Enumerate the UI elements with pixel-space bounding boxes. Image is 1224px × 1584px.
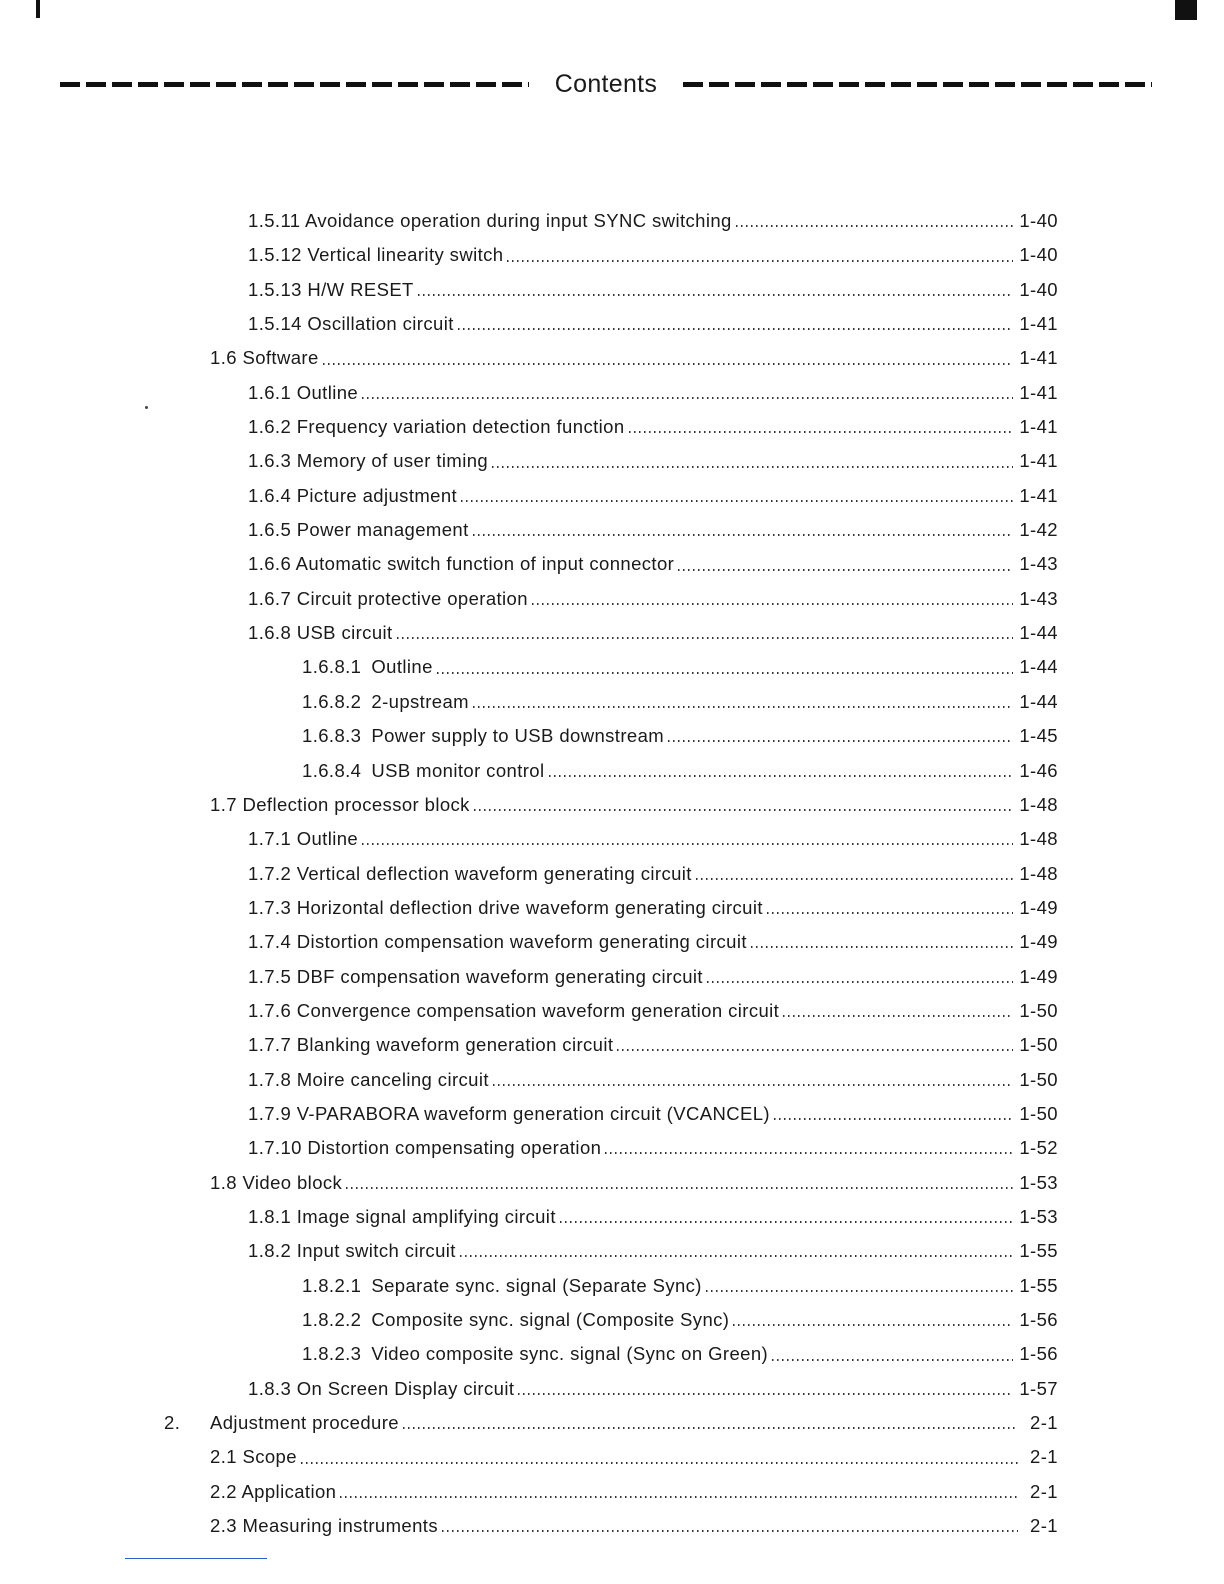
dot-leader [617,1049,1013,1051]
toc-entry-line [248,1131,1058,1165]
dot-leader [418,294,1014,296]
toc-entry-number: 1.6.8.4 [302,759,362,781]
toc-entry-page: 1-57 [1019,1377,1058,1399]
toc-entry-number: 1.8.3 [248,1377,297,1399]
dot-leader [678,569,1013,571]
toc-entry-page: 2-1 [1030,1515,1058,1537]
toc-entry-title [210,1166,342,1200]
toc-entry-title-text: Deflection processor block [242,793,470,815]
toc-entry-title-text: Horizontal deflection drive waveform generating circuit [296,896,763,918]
toc-entry-page: 1-41 [1019,313,1058,335]
toc-entry-page: 1-48 [1019,828,1058,850]
toc-entry[interactable] [0,582,1224,616]
footer-rule [125,1558,267,1559]
toc-entry-line [248,822,1058,856]
toc-entry-line [248,513,1058,547]
dot-leader [774,1118,1013,1120]
toc-entry-line [210,788,1058,822]
dot-leader [783,1015,1013,1017]
toc-entry-title [248,1063,489,1097]
toc-entry-title-text: V-PARABORA waveform generation circuit (VCANCEL) [296,1102,770,1124]
toc-entry-line [248,582,1058,616]
toc-entry-title [248,273,414,307]
toc-entry-title-text: Oscillation circuit [307,313,454,335]
toc-entry-title [248,925,747,959]
toc-entry-title [210,788,470,822]
toc-entry-page: 1-40 [1019,244,1058,266]
toc-entry[interactable] [0,891,1224,925]
dot-leader [301,1462,1018,1464]
toc-entry-title-text: Avoidance operation during input SYNC switching [304,210,732,231]
corner-mark-left [36,0,40,18]
toc-entry-title-text: Vertical deflection waveform generating circuit [296,862,692,884]
toc-entry-page: 1-48 [1019,793,1058,815]
toc-entry-number: 2.3 [210,1515,243,1537]
toc-entry[interactable] [0,513,1224,547]
toc-entry-page: 1-50 [1019,1034,1058,1056]
toc-entry-title [248,891,763,925]
toc-entry-title [248,547,674,581]
dot-leader [473,706,1013,708]
toc-entry-title [302,1303,729,1337]
toc-entry-title-text: Moire canceling circuit [296,1068,489,1090]
toc-entry-page: 1-56 [1019,1343,1058,1365]
toc-entry-title-text: Adjustment procedure [210,1412,399,1434]
toc-entry-line [248,479,1058,513]
toc-entry-title [248,479,457,513]
toc-entry-title [248,444,488,478]
toc-entry-title-text: Power management [296,519,469,541]
toc-entry-number: 1.7.2 [248,862,297,884]
toc-entry-number: 1.6.3 [248,450,297,472]
toc-entry-title [248,1372,514,1406]
toc-entry-title-text: Input switch circuit [296,1240,456,1262]
contents-header [60,64,1152,104]
toc-entry[interactable] [0,788,1224,822]
toc-entry-page: 1-53 [1019,1171,1058,1193]
toc-entry[interactable] [0,1097,1224,1131]
dot-leader [507,260,1013,262]
toc-entry-line [210,1475,1058,1509]
toc-entry-line [248,1234,1058,1268]
dot-leader [629,431,1014,433]
toc-entry-number: 1.8.2 [248,1240,297,1262]
toc-entry-number: 1.6 [210,347,243,369]
toc-entry-title-text: Video block [242,1171,343,1193]
toc-entry-number: 1.7.9 [248,1102,297,1124]
toc-entry-line [248,616,1058,650]
toc-entry-page: 1-49 [1019,931,1058,953]
toc-entry-page: 1-50 [1019,1102,1058,1124]
toc-entry-title [248,1200,556,1234]
toc-entry-line [248,925,1058,959]
dot-leader [323,363,1014,365]
toc-entry-number: 1.7.4 [248,931,297,953]
toc-entry-title [248,410,625,444]
dot-leader [437,672,1014,674]
toc-entry-line [302,650,1058,684]
toc-entry[interactable] [0,1475,1224,1509]
dot-leader [736,225,1014,227]
dot-leader [733,1324,1013,1326]
toc-entry[interactable] [0,1028,1224,1062]
dot-leader [340,1496,1018,1498]
toc-entry-number: 1.6.2 [248,416,297,438]
toc-entry[interactable] [0,204,1224,238]
toc-entry-page: 1-53 [1019,1205,1058,1227]
toc-entry[interactable] [0,857,1224,891]
toc-entry-number: 1.6.8.3 [302,725,362,747]
toc-entry-number: 1.7.1 [248,828,297,850]
toc-entry-title-text: Automatic switch function of input connector [295,553,675,575]
toc-entry-number: 1.8.2.1 [302,1274,362,1296]
toc-entry-title [248,960,703,994]
toc-entry-number: 1.5.14 [248,313,308,335]
toc-entry-line [302,1337,1058,1371]
dot-leader [706,1290,1013,1292]
toc-entry-number: 2.1 [210,1446,243,1468]
dot-leader [549,775,1014,777]
toc-entry[interactable] [0,754,1224,788]
toc-entry-title-text: Image signal amplifying circuit [296,1205,556,1227]
toc-entry-page: 1-46 [1019,759,1058,781]
toc-entry[interactable] [0,376,1224,410]
toc-entry-line [210,1509,1058,1543]
toc-entry-title-text: Vertical linearity switch [307,244,504,266]
toc-entry-line [248,1028,1058,1062]
toc-entry-page: 1-41 [1019,484,1058,506]
dot-leader [460,1255,1014,1257]
toc-entry-number: 1.8 [210,1171,243,1193]
toc-entry-title-text: On Screen Display circuit [296,1377,515,1399]
scan-speck [145,406,148,409]
toc-entry[interactable] [0,1372,1224,1406]
dot-leader [493,1084,1013,1086]
toc-entry-title-text: Outline [296,381,359,403]
toc-entry-line [210,1440,1058,1474]
toc-entry-number: 1.5.13 [248,278,308,300]
toc-entry-title-text: Frequency variation detection function [296,416,625,438]
toc-entry[interactable] [0,547,1224,581]
toc-entry-number: 1.6.8.1 [302,656,362,678]
toc-entry-title [302,685,469,719]
toc-entry-title-text: Outline [296,828,359,850]
toc-entry[interactable] [0,1269,1224,1303]
toc-entry-line [248,891,1058,925]
dot-leader [772,1359,1013,1361]
toc-entry-page: 1-50 [1019,999,1058,1021]
toc-entry-title [248,822,358,856]
toc-entry-title [248,616,393,650]
toc-entry-title-text: Distortion compensating operation [307,1137,602,1159]
dot-leader [474,809,1014,811]
toc-entry-number: 1.7.6 [248,999,297,1021]
toc-entry-page: 2-1 [1030,1412,1058,1434]
dot-leader [362,397,1013,399]
toc-entry-line [248,204,1058,238]
toc-entry[interactable] [0,1234,1224,1268]
toc-entry-title [248,994,779,1028]
page-title: Contents [554,69,658,98]
toc-entry-page: 1-49 [1019,965,1058,987]
toc-entry-title-text: USB circuit [296,622,393,644]
toc-entry-line [248,376,1058,410]
toc-entry[interactable] [0,1200,1224,1234]
toc-entry-number: 1.8.2.3 [302,1343,362,1365]
toc-entry-number: 1.7.8 [248,1068,297,1090]
toc-entry-number: 2.2 [210,1480,242,1502]
toc-entry-number: 1.5.11 [248,210,305,231]
toc-entry-page: 1-41 [1019,416,1058,438]
toc-entry-title-text: Scope [242,1446,297,1468]
toc-entry-page: 1-56 [1019,1309,1058,1330]
toc-entry-title-text: Picture adjustment [296,484,458,506]
dot-leader [362,843,1013,845]
toc-entry-number: 1.6.7 [248,587,297,609]
toc-entry-page: 1-45 [1019,725,1058,747]
dot-leader [346,1187,1013,1189]
dot-leader [492,466,1013,468]
toc-entry-line [302,685,1058,719]
toc-entry-line [248,994,1058,1028]
toc-entry-title [248,238,503,272]
toc-entry-title-text: Circuit protective operation [296,587,528,609]
toc-entry-line [248,410,1058,444]
toc-entry-number: 1.8.2.2 [302,1309,362,1330]
toc-entry-page: 1-43 [1019,553,1058,575]
toc-entry-number: 2. [164,1412,181,1434]
toc-entry-number: 1.6.4 [248,484,297,506]
toc-entry-page: 1-50 [1019,1068,1058,1090]
toc-entry-title [302,1337,768,1371]
toc-entry-page: 1-41 [1019,347,1058,369]
toc-entry-page: 2-1 [1030,1480,1058,1502]
toc-entry-page: 1-41 [1019,381,1058,403]
toc-entry-title [210,1440,297,1474]
toc-entry-number: 1.5.12 [248,244,308,266]
toc-entry[interactable] [0,1509,1224,1543]
toc-entry-title-text: Outline [371,656,433,678]
toc-entry-number: 1.7 [210,793,243,815]
dot-leader [442,1530,1018,1532]
toc-entry-line [248,1200,1058,1234]
toc-entry-title-text: Distortion compensation waveform generating circuit [296,931,747,953]
dot-leader [473,534,1014,536]
toc-entry-title-text: H/W RESET [307,278,414,300]
toc-entry[interactable] [0,307,1224,341]
dot-leader [696,878,1014,880]
toc-entry-title [210,1406,399,1440]
dot-leader [458,328,1014,330]
toc-entry-title-text: Application [241,1480,337,1502]
toc-entry-title-text: Video composite sync. signal (Sync on Green) [371,1343,769,1365]
toc-entry[interactable] [0,719,1224,753]
dot-leader [605,1152,1013,1154]
toc-entry-title [248,1234,456,1268]
toc-entry-title-text: Blanking waveform generation circuit [296,1034,614,1056]
toc-entry[interactable] [0,273,1224,307]
toc-entry[interactable] [0,960,1224,994]
toc-entry-title [248,582,528,616]
toc-entry-line [302,1269,1058,1303]
toc-entry-line [248,238,1058,272]
dot-leader [461,500,1013,502]
toc-entry[interactable] [0,238,1224,272]
toc-entry[interactable] [0,1131,1224,1165]
toc-entry-line [248,1372,1058,1406]
dot-leader [518,1393,1013,1395]
toc-entry-line [248,857,1058,891]
dot-leader [560,1221,1014,1223]
toc-entry-page: 1-55 [1019,1274,1058,1296]
toc-entry-title [302,1269,702,1303]
toc-entry-title [210,1475,336,1509]
toc-entry-line [248,273,1058,307]
toc-entry-title [302,650,433,684]
toc-entry-page: 1-52 [1019,1137,1058,1159]
dot-leader [751,946,1013,948]
toc-entry-page: 1-48 [1019,862,1058,884]
toc-entry-line [248,547,1058,581]
toc-entry[interactable] [0,925,1224,959]
toc-entry[interactable] [0,685,1224,719]
toc-entry-line [210,1166,1058,1200]
toc-entry-line [248,444,1058,478]
toc-entry[interactable] [0,1063,1224,1097]
toc-entry-title-text: Measuring instruments [242,1515,439,1537]
toc-entry-page: 2-1 [1030,1446,1058,1468]
toc-entry-title-text: 2-upstream [371,690,469,712]
toc-entry-title-text: USB monitor control [371,759,545,781]
header-rule-left [60,82,529,87]
toc-entry-number: 1.7.7 [248,1034,297,1056]
toc-entry-title [248,857,692,891]
toc-entry-number: 1.7.10 [248,1137,308,1159]
toc-entry-title [248,1097,770,1131]
dot-leader [397,637,1014,639]
toc-entry-number: 1.6.5 [248,519,297,541]
toc-entry-title [248,204,732,238]
toc-entry-page: 1-42 [1019,519,1058,541]
toc-entry-page: 1-55 [1019,1240,1058,1262]
toc-entry-line [248,1097,1058,1131]
dot-leader [707,981,1013,983]
toc-entry-title [248,1028,613,1062]
toc-entry-title [248,307,454,341]
toc-entry-number: 1.6.8 [248,622,297,644]
dot-leader [767,912,1013,914]
toc-entry-title-text: Software [242,347,319,369]
toc-entry[interactable] [0,1406,1224,1440]
toc-entry[interactable] [0,444,1224,478]
toc-entry-number: 1.6.8.2 [302,690,362,712]
toc-entry-title [302,754,545,788]
toc-entry[interactable] [0,994,1224,1028]
toc-entry-page: 1-44 [1019,656,1058,678]
toc-entry[interactable] [0,410,1224,444]
toc-entry-number: 1.7.3 [248,896,297,918]
toc-entry[interactable] [0,650,1224,684]
toc-entry[interactable] [0,1303,1224,1337]
toc-entry[interactable] [0,1166,1224,1200]
toc-entry-page: 1-41 [1019,450,1058,472]
toc-entry-page: 1-44 [1019,690,1058,712]
header-rule-right [683,82,1152,87]
toc-entry-title [248,1131,601,1165]
toc-entry-title [248,376,358,410]
toc-entry-title-text: Convergence compensation waveform generation circuit [296,999,780,1021]
dot-leader [532,603,1013,605]
toc-entry-number: 1.6.6 [248,553,296,575]
toc-entry-line [248,1063,1058,1097]
toc-entry[interactable] [0,479,1224,513]
toc-entry-line [248,960,1058,994]
toc-entry-title-text: Memory of user timing [296,450,489,472]
toc-entry-title [302,719,664,753]
toc-entry-line [302,719,1058,753]
toc-entry-title [210,341,319,375]
toc-entry-page: 1-40 [1019,210,1058,231]
toc-entry-title-text: Composite sync. signal (Composite Sync) [371,1309,730,1330]
toc-entry-page: 1-43 [1019,587,1058,609]
toc-entry-line [248,307,1058,341]
toc-entry-line [210,341,1058,375]
table-of-contents [0,204,1224,1543]
toc-entry-line [302,1303,1058,1337]
toc-entry[interactable] [0,1440,1224,1474]
toc-entry-line [302,754,1058,788]
toc-entry-line [210,1406,1058,1440]
corner-mark-right [1175,0,1197,20]
toc-entry-number: 1.7.5 [248,965,297,987]
toc-entry-title-text: Power supply to USB downstream [371,725,665,747]
toc-entry[interactable] [0,341,1224,375]
toc-entry-page: 1-44 [1019,622,1058,644]
toc-entry-page: 1-40 [1019,278,1058,300]
toc-entry-title [248,513,469,547]
toc-entry-title-text: Separate sync. signal (Separate Sync) [371,1274,702,1296]
dot-leader [403,1427,1018,1429]
toc-entry[interactable] [0,616,1224,650]
toc-entry[interactable] [0,1337,1224,1371]
toc-entry[interactable] [0,822,1224,856]
dot-leader [668,740,1013,742]
toc-entry-page: 1-49 [1019,896,1058,918]
toc-entry-number: 1.6.1 [248,381,297,403]
toc-entry-number: 1.8.1 [248,1205,297,1227]
toc-entry-title-text: DBF compensation waveform generating circuit [296,965,703,987]
toc-entry-title [210,1509,438,1543]
